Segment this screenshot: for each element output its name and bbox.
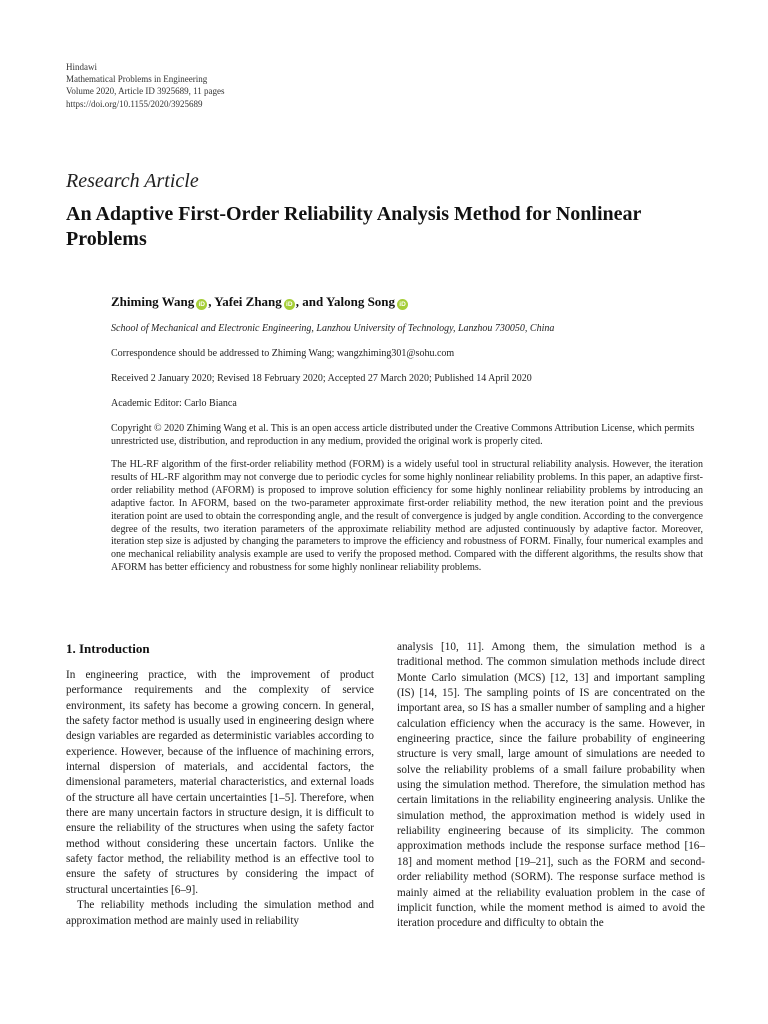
author-separator: , and bbox=[295, 294, 327, 309]
paper-title: An Adaptive First-Order Reliability Analysis Method for Nonlinear Problems bbox=[66, 203, 642, 250]
orcid-icon[interactable]: iD bbox=[196, 299, 207, 310]
copyright-notice: Copyright © 2020 Zhiming Wang et al. This is an open access article distributed under the Creative Commons Attribution License, which permits unrestricted use, distribution, and reproduction in any medium, provided the original work is properly cited. bbox=[111, 423, 695, 448]
journal-name: Mathematical Problems in Engineering bbox=[66, 74, 208, 85]
author-separator: , bbox=[208, 294, 215, 309]
author-affiliation: School of Mechanical and Electronic Engineering, Lanzhou University of Technology, Lanzhou 730050, China bbox=[111, 323, 555, 334]
orcid-icon[interactable]: iD bbox=[284, 299, 295, 310]
publication-dates: Received 2 January 2020; Revised 18 February 2020; Accepted 27 March 2020; Published 14 April 2020 bbox=[111, 373, 532, 384]
publisher-name: Hindawi bbox=[66, 62, 97, 72]
body-paragraph: The reliability methods including the simulation method and approximation method are mainly used in reliability bbox=[66, 899, 374, 927]
abstract-text: The HL-RF algorithm of the first-order reliability method (FORM) is a widely useful tool in structural reliability analysis. However, the iteration results of HL-RF algorithm may not converge due to periodic cycles for some highly nonlinear reliability problems. In this paper, an adaptive first-order reliability method (AFORM) is proposed to improve solution efficiency for some highly nonlinear reliability problems by introducing an adaptive factor. In AFORM, based on the two-parameter approximate first-order reliability method, the new iteration point and the previous iteration point are used to obtain the corresponding angle, and the result of convergence is judged by angle condition. According to the convergence degree of the results, two iteration parameters of the approximate reliability method are adjusted continuously by adaptive factor. Moreover, iteration step size is adjusted by changing the parameters to improve the efficiency and robustness of FORM. Finally, four numerical examples and one mechanical reliability analysis example are used to verify the proposed method. Compared with the different algorithms, the results show that AFORM has better efficiency and robustness for some highly nonlinear reliability problems. bbox=[111, 459, 703, 574]
volume-info: Volume 2020, Article ID 3925689, 11 pages bbox=[66, 86, 225, 97]
author-list bbox=[111, 294, 409, 310]
orcid-icon[interactable]: iD bbox=[397, 299, 408, 310]
body-column-left bbox=[66, 640, 374, 929]
author-name[interactable]: Yafei Zhang bbox=[214, 294, 282, 309]
body-paragraph: analysis [10, 11]. Among them, the simulation method is a traditional method. The common simulation methods include direct Monte Carlo simulation (MCS) [12, 13] and important sampling (IS) [14, 15]. The sampling points of IS are concentrated on the important area, so IS has a smaller number of sampling and a higher calculation efficiency when the accuracy is the same. However, in engineering practice, since the failure probability of engineering structure is very small, large amount of simulations are needed to solve the reliability problems of a small failure probability when using the simulation method. Therefore, the simulation method has certain limitations in the reliability engineering analysis. Unlike the simulation method, the approximation method is widely used in reliability engineering because of its simplicity. The common approximation methods include the response surface method [16–18] and moment method [19–21], such as the FORM and second-order reliability method (SORM). The response surface method is mainly aimed at the reliability evaluation problem in the case of implicit function, while the moment method is aimed to avoid the iteration procedure and difficulty to obtain the bbox=[397, 641, 705, 930]
author-name[interactable]: Yalong Song bbox=[326, 294, 396, 309]
author-name[interactable]: Zhiming Wang bbox=[111, 294, 195, 309]
article-type: Research Article bbox=[66, 170, 199, 192]
body-column-right bbox=[397, 640, 705, 932]
journal-masthead bbox=[66, 61, 224, 110]
doi-link[interactable]: https://doi.org/10.1155/2020/3925689 bbox=[66, 98, 203, 109]
section-heading: 1. Introduction bbox=[66, 641, 150, 656]
correspondence-note: Correspondence should be addressed to Zhiming Wang; wangzhiming301@sohu.com bbox=[111, 348, 455, 359]
academic-editor: Academic Editor: Carlo Bianca bbox=[111, 398, 237, 409]
body-paragraph: In engineering practice, with the improvement of product performance requirements and the complexity of service environment, its safety has become a growing concern. In general, the safety factor method is usually used in engineering design where design variables are regarded as deterministic variables according to experience. However, because of the influence of machining errors, internal dispersion of materials, and accidental factors, the dimensional parameters, material characteristics, and external loads of the structure all have certain uncertainties [1–5]. Therefore, when there are many uncertain factors in structure design, it is difficult to ensure the reliability of the structures when using the safety factor method without considering these uncertain factors. Unlike the safety factor method, the reliability method is an effective tool to ensure the safety of structures by considering the impact of structural uncertainties [6–9]. bbox=[66, 669, 374, 896]
